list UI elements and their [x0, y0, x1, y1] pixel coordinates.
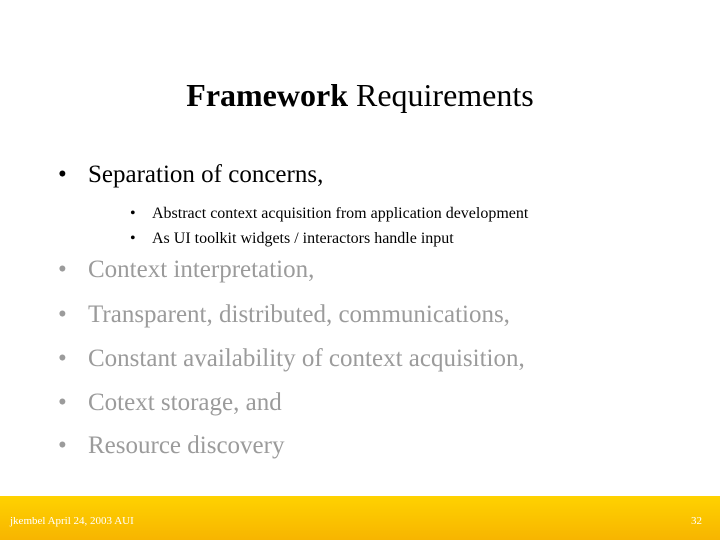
bullet-dot-icon: • [58, 301, 67, 328]
bullet-text: Cotext storage, and [88, 389, 282, 416]
bullet-dot-icon: • [58, 389, 67, 416]
sub-bullet-dot-icon: • [130, 230, 136, 247]
bullet-dot-icon: • [58, 161, 67, 188]
bullet-item [58, 300, 510, 330]
title-rest: Requirements [355, 77, 534, 113]
bullet-text: Constant availability of context acquisition, [88, 345, 525, 372]
bullet-item [58, 344, 525, 374]
sub-bullet-text: Abstract context acquisition from application development [152, 205, 529, 222]
bullet-text: Separation of concerns, [88, 161, 324, 188]
bullet-item [58, 255, 314, 285]
bullet-item [58, 388, 282, 418]
bullet-text: Transparent, distributed, communications, [88, 301, 510, 328]
footer-bar [0, 496, 720, 540]
sub-bullet-text: As UI toolkit widgets / interactors handle input [152, 230, 454, 247]
bullet-item [58, 160, 323, 190]
footer-text: jkembel April 24, 2003 AUI [10, 515, 134, 527]
sub-bullet-item [130, 229, 454, 249]
bullet-dot-icon: • [58, 432, 67, 459]
page-number: 32 [691, 515, 702, 527]
sub-bullet-dot-icon: • [130, 205, 136, 222]
sub-bullet-item [130, 204, 528, 224]
bullet-text: Resource discovery [88, 432, 285, 459]
bullet-text: Context interpretation, [88, 256, 315, 283]
title-bold-word: Framework [186, 77, 348, 113]
bullet-dot-icon: • [58, 256, 67, 283]
bullet-dot-icon: • [58, 345, 67, 372]
bullet-item [58, 431, 284, 461]
slide-title [0, 74, 720, 116]
